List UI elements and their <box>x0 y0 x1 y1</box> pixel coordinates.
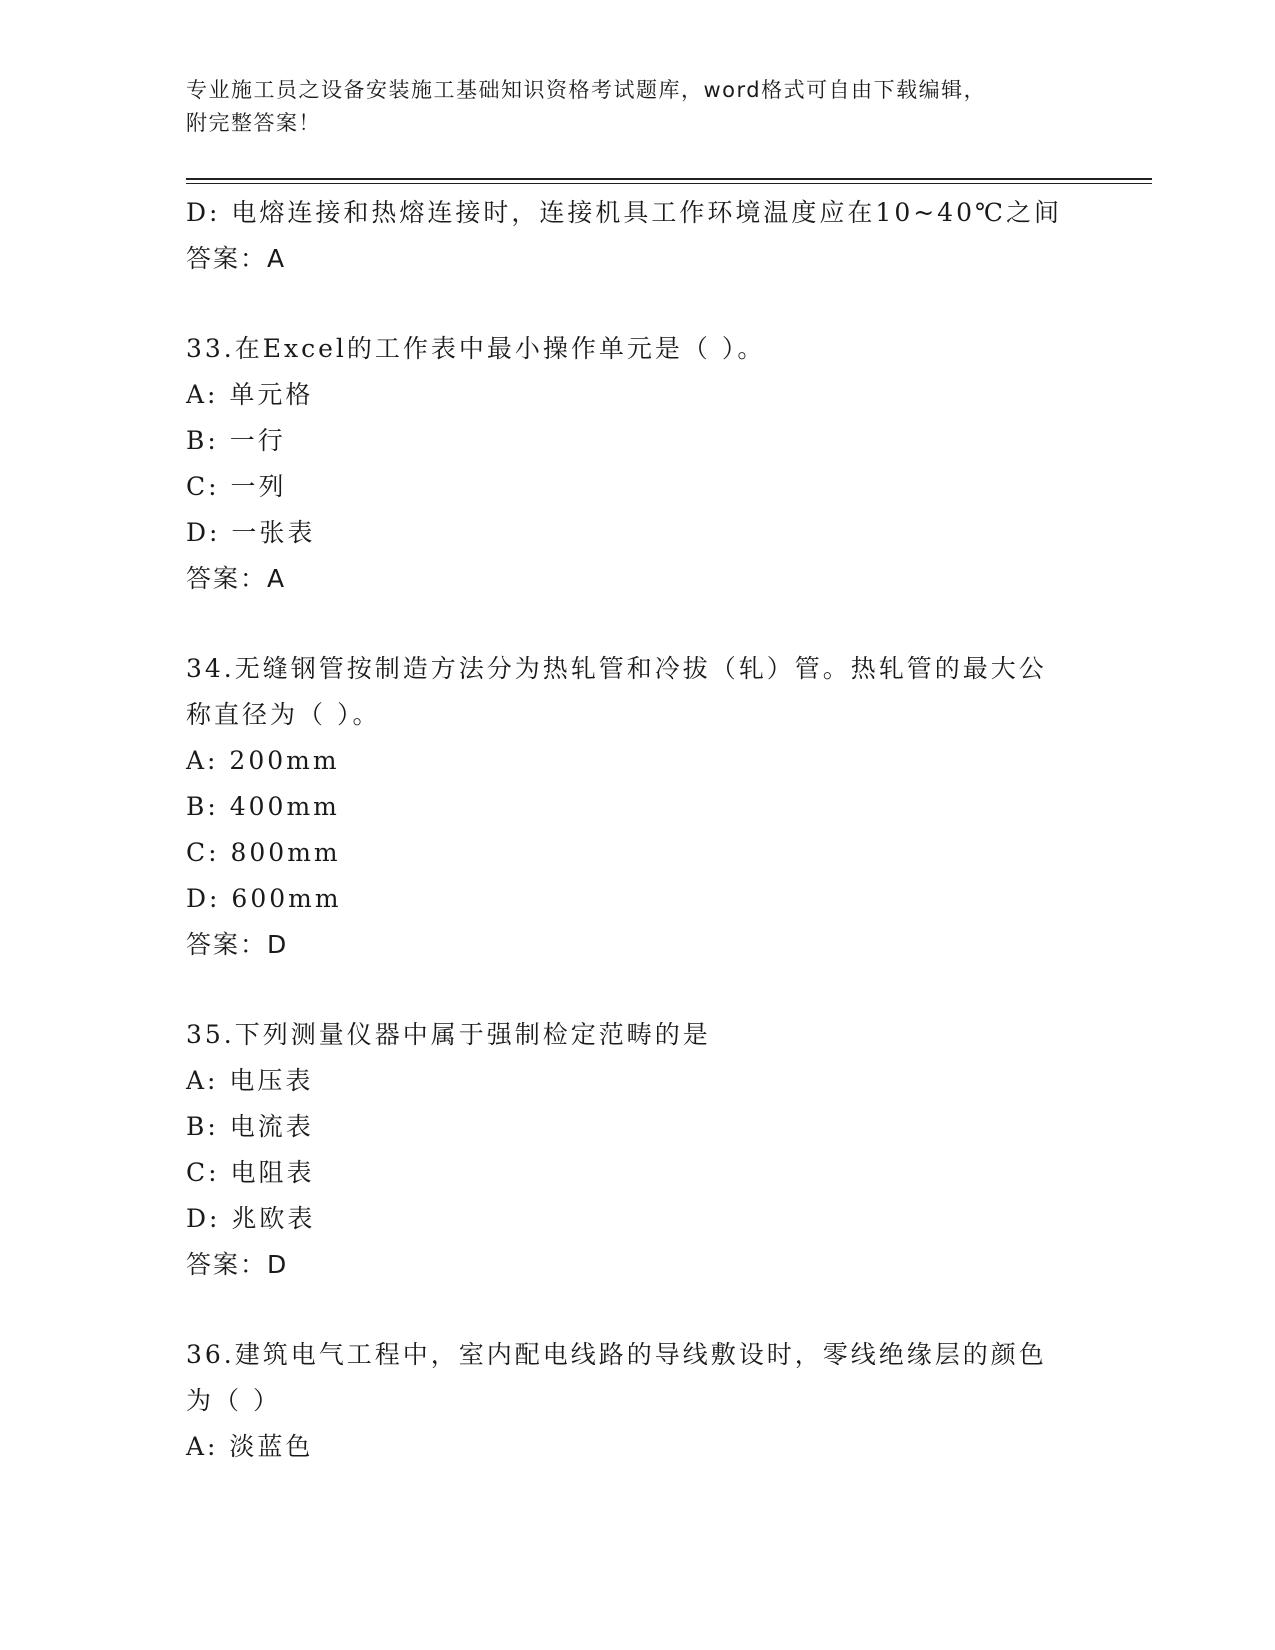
answer: 答案：A <box>186 564 287 593</box>
question-35 <box>186 1012 1086 1288</box>
question-text: 33.在Excel的工作表中最小操作单元是（ ）。 <box>186 334 766 363</box>
answer: 答案：D <box>186 1250 289 1279</box>
header-line-2: 附完整答案！ <box>186 111 321 135</box>
question-32 <box>186 190 1086 282</box>
question-text: 35.下列测量仪器中属于强制检定范畴的是 <box>186 1020 711 1049</box>
option-b: B: 400mm <box>186 792 340 821</box>
header-divider-thick <box>186 178 1152 180</box>
option-a: A: 电压表 <box>186 1066 314 1095</box>
spacer <box>186 968 1086 1012</box>
header-line-1: 专业施工员之设备安装施工基础知识资格考试题库，word格式可自由下载编辑， <box>186 78 987 102</box>
question-34 <box>186 646 1086 968</box>
question-text: 34.无缝钢管按制造方法分为热轧管和冷拔（轧）管。热轧管的最大公 <box>186 654 1047 683</box>
option-c: C: 800mm <box>186 838 341 867</box>
question-text-cont: 称直径为（ ）。 <box>186 700 381 729</box>
option-b: B: 电流表 <box>186 1112 314 1141</box>
question-text-cont: 为（ ） <box>186 1386 281 1415</box>
spacer <box>186 602 1086 646</box>
option-c: C: 电阻表 <box>186 1158 315 1187</box>
option-d: D: 600mm <box>186 884 342 913</box>
spacer <box>186 1288 1086 1332</box>
answer: 答案：D <box>186 930 289 959</box>
option-a: A: 单元格 <box>186 380 314 409</box>
question-list <box>186 190 1086 1470</box>
option-b: B: 一行 <box>186 426 286 455</box>
answer: 答案：A <box>186 244 287 273</box>
option-d: D: 兆欧表 <box>186 1204 316 1233</box>
option-d: D: 电熔连接和热熔连接时，连接机具工作环境温度应在10~40℃之间 <box>186 198 1062 227</box>
page-header <box>186 74 1056 140</box>
question-33 <box>186 326 1086 602</box>
question-text: 36.建筑电气工程中，室内配电线路的导线敷设时，零线绝缘层的颜色 <box>186 1340 1047 1369</box>
option-c: C: 一列 <box>186 472 287 501</box>
option-a: A: 200mm <box>186 746 340 775</box>
option-d: D: 一张表 <box>186 518 316 547</box>
question-36 <box>186 1332 1086 1470</box>
spacer <box>186 282 1086 326</box>
header-divider-thin <box>186 183 1152 184</box>
option-a: A: 淡蓝色 <box>186 1432 314 1461</box>
